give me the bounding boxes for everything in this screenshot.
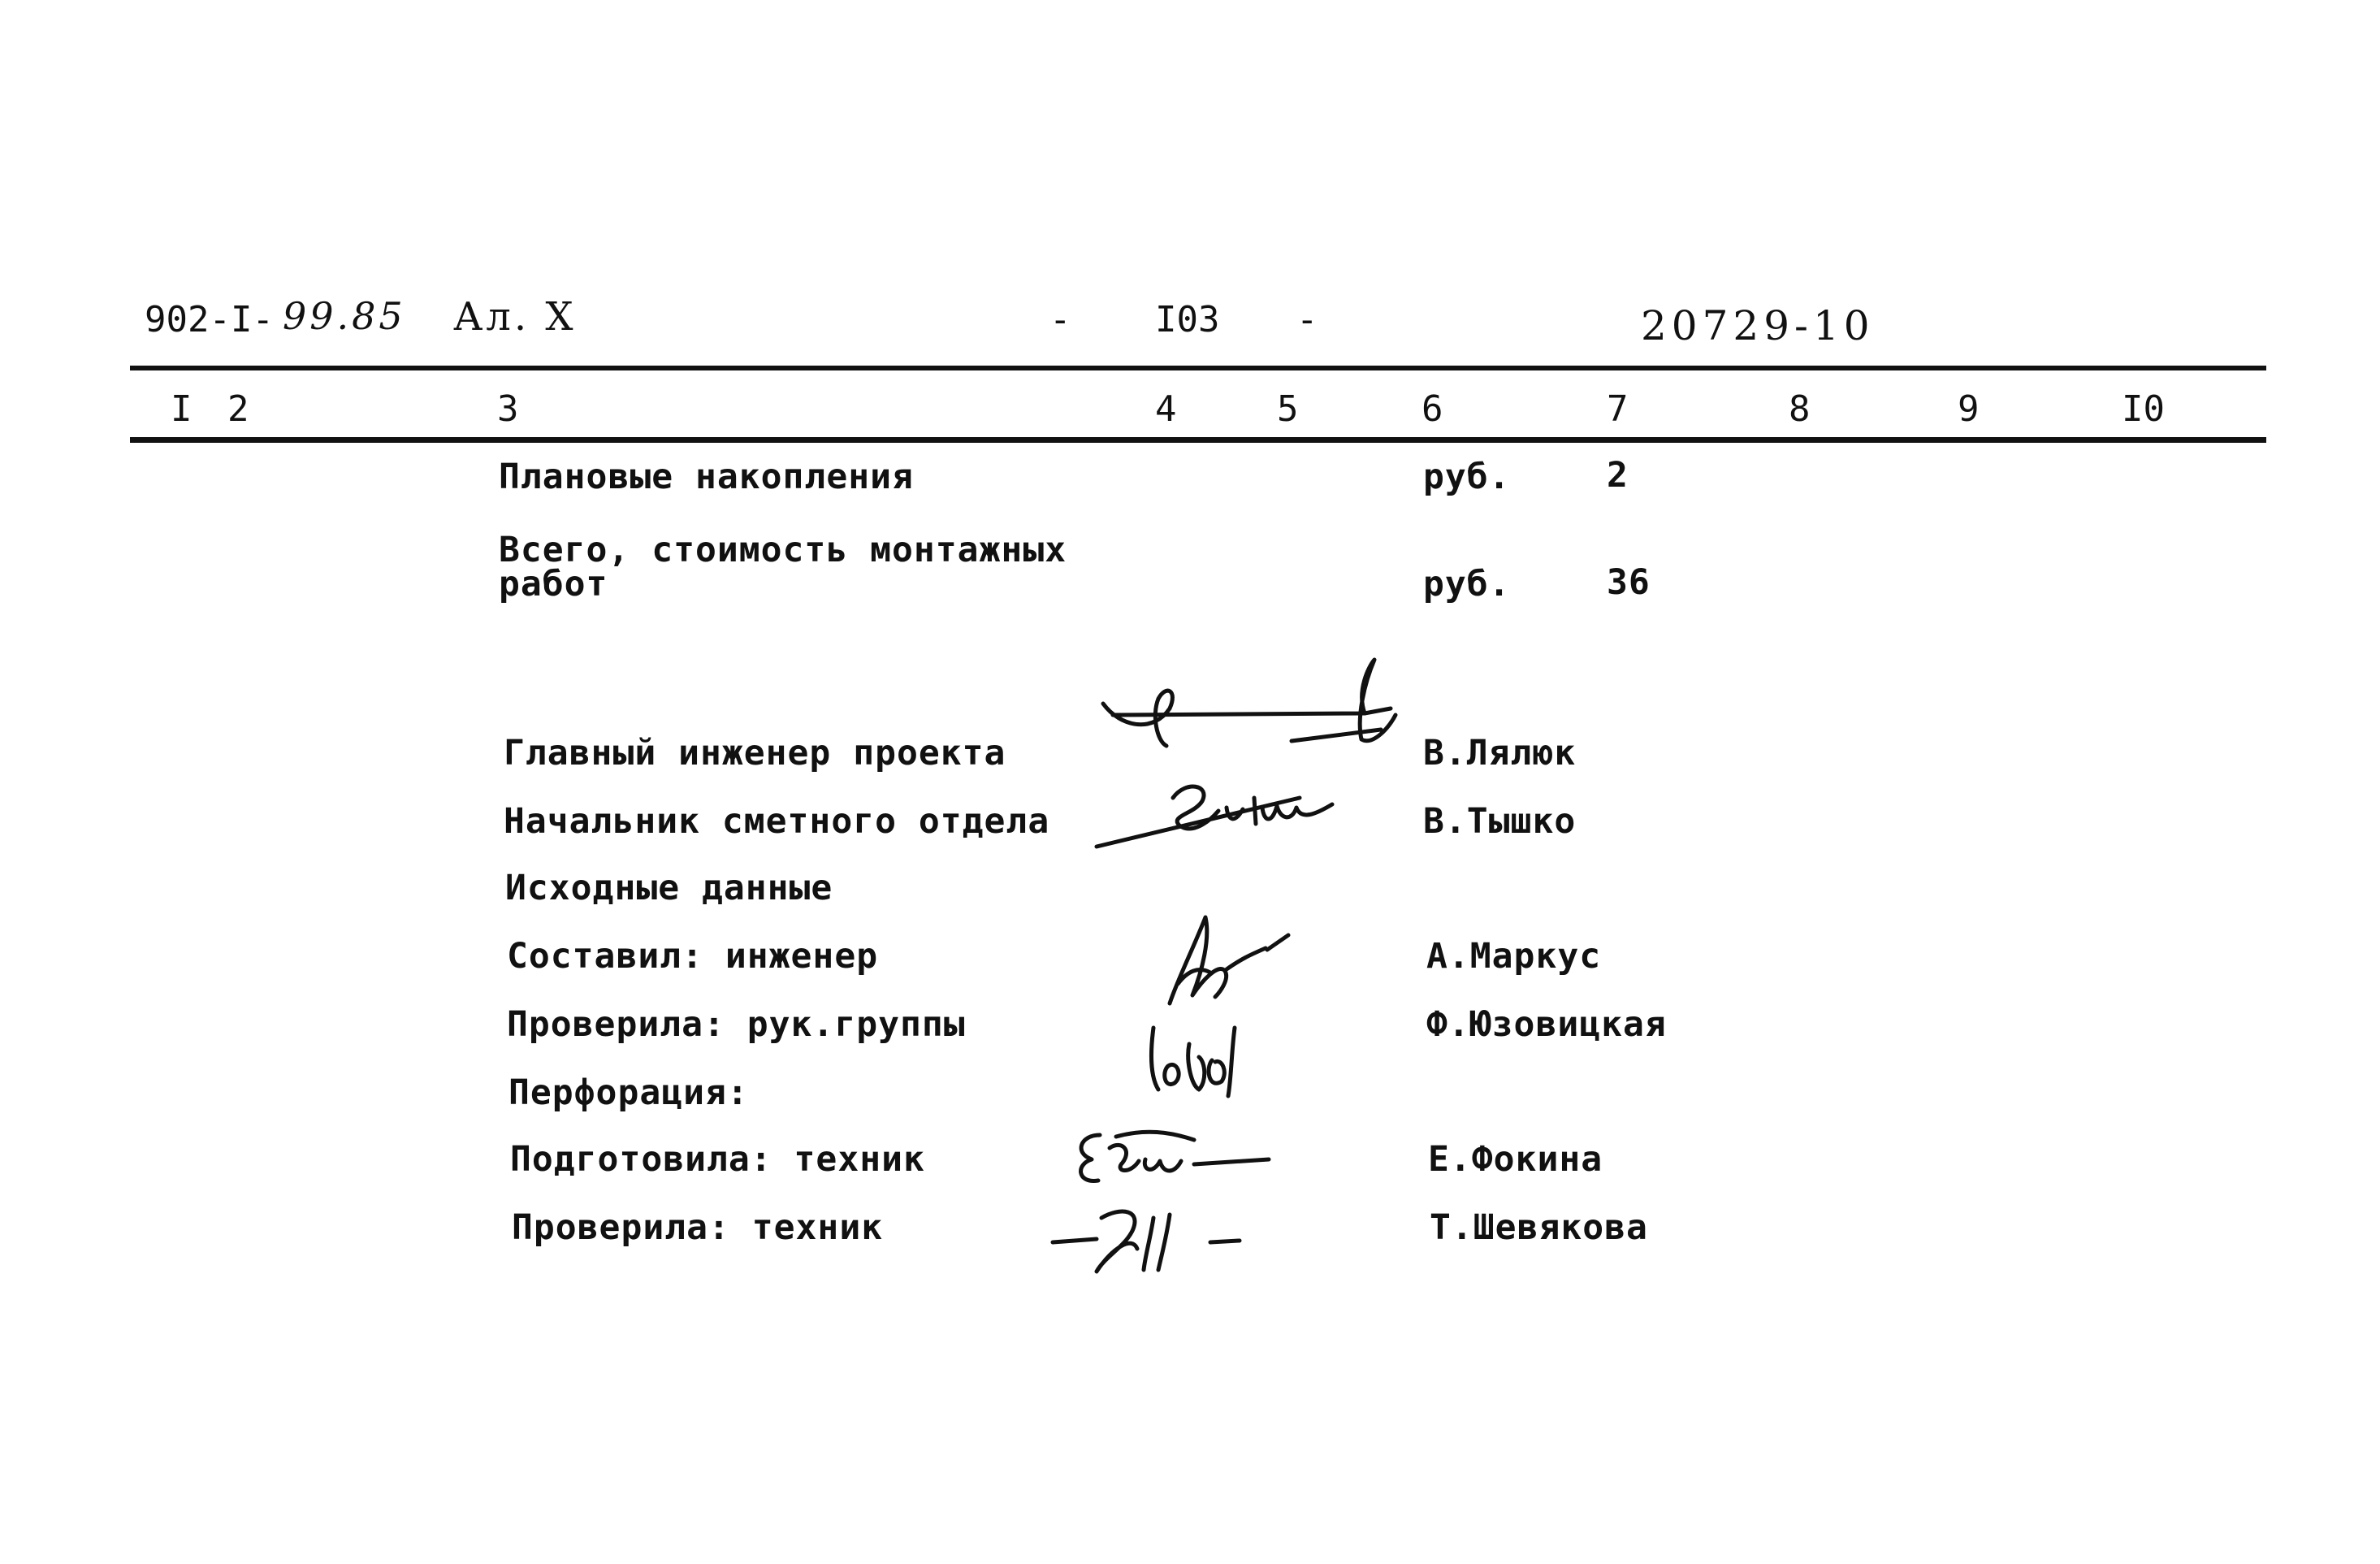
header-dash-right: -	[1296, 299, 1318, 340]
signatory-name: Т.Шевякова	[1430, 1207, 1648, 1248]
signature-group-head	[1137, 1012, 1259, 1101]
top-rule	[130, 366, 2266, 370]
row-value: 36	[1607, 562, 1651, 603]
signatory-name: А.Маркус	[1426, 936, 1602, 977]
signature-perforation-tech	[1064, 1117, 1275, 1198]
signature-estimate-head	[1088, 756, 1357, 861]
row-unit: руб.	[1423, 564, 1511, 604]
column-number-5: 5	[1277, 388, 1299, 430]
signature-role: Перфорация:	[508, 1072, 749, 1113]
signature-chief-engineer	[1088, 650, 1413, 772]
column-number-1: I	[171, 388, 193, 430]
signatory-name: Е.Фокина	[1428, 1139, 1603, 1180]
document-code-handwritten: 99.85	[283, 294, 406, 338]
signatory-name: В.Тышко	[1423, 801, 1577, 842]
document-code: 902-I-	[145, 299, 274, 340]
signature-role: Начальник сметного отдела	[504, 801, 1050, 842]
signature-role: Исходные данные	[505, 868, 833, 908]
column-number-9: 9	[1958, 388, 1980, 430]
signature-role: Подготовила: техник	[510, 1139, 925, 1180]
signatory-name: Ф.Юзовицкая	[1426, 1004, 1667, 1045]
row-description-line2: работ	[499, 564, 608, 604]
page-number: I03	[1155, 299, 1220, 340]
signature-role: Главный инженер проекта	[504, 733, 1006, 773]
column-header-rule	[130, 437, 2266, 443]
row-description-line1: Всего, стоимость монтажных	[499, 530, 1067, 570]
column-number-6: 6	[1422, 388, 1443, 430]
column-number-2: 2	[227, 388, 249, 430]
column-number-4: 4	[1155, 388, 1177, 430]
signature-engineer	[1145, 906, 1292, 1020]
album-label: Ал. X	[453, 294, 577, 340]
header-dash-left: -	[1049, 299, 1071, 340]
column-number-8: 8	[1789, 388, 1811, 430]
row-unit: руб.	[1423, 457, 1511, 497]
signatory-name: В.Лялюк	[1423, 733, 1577, 773]
signature-role: Проверила: техник	[512, 1207, 884, 1248]
signature-role: Проверила: рук.группы	[507, 1004, 966, 1045]
row-description: Плановые накопления	[499, 457, 914, 497]
row-value: 2	[1607, 455, 1629, 496]
signature-role: Составил: инженер	[507, 936, 879, 977]
column-number-10: I0	[2122, 388, 2165, 430]
inventory-number: 20729-10	[1641, 302, 1875, 349]
column-number-3: 3	[497, 388, 519, 430]
column-number-7: 7	[1607, 388, 1629, 430]
signature-checking-tech	[1048, 1190, 1259, 1280]
